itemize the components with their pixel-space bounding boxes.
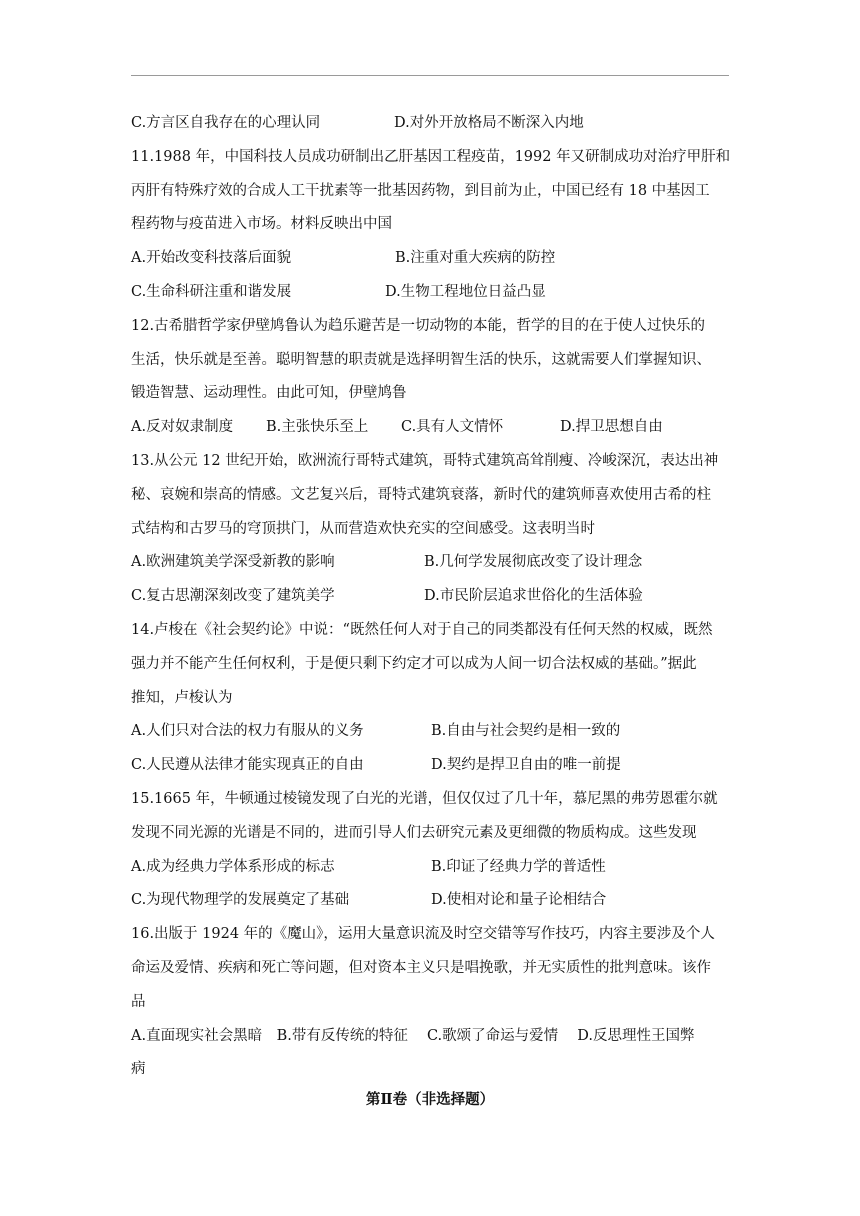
q14-option-c[interactable]: C.人民遵从法律才能实现真正的自由 <box>131 757 364 774</box>
q13-stem-line: 13.从公元 12 世纪开始，欧洲流行哥特式建筑，哥特式建筑高耸削瘦、冷峻深沉，表达出神 <box>131 452 719 469</box>
q14-options-row-2 <box>131 749 731 783</box>
q14-option-d[interactable]: D.契约是捍卫自由的唯一前提 <box>431 757 621 774</box>
q16-stem-line: 命运及爱情、疾病和死亡等问题，但对资本主义只是唱挽歌，并无实质性的批判意味。该作 <box>131 959 711 976</box>
q14-stem-line: 推知，卢梭认为 <box>131 689 233 706</box>
q11-options-row-2 <box>131 276 731 310</box>
q11-stem-line: 程药物与疫苗进入市场。材料反映出中国 <box>131 216 392 233</box>
q13-option-a[interactable]: A.欧洲建筑美学深受新教的影响 <box>131 554 335 571</box>
q11-option-d[interactable]: D.生物工程地位日益凸显 <box>385 283 546 300</box>
header-rule <box>131 75 729 76</box>
q13-option-b[interactable]: B.几何学发展彻底改变了设计理念 <box>424 554 643 571</box>
q11-stem-line: 11.1988 年，中国科技人员成功研制出乙肝基因工程疫苗，1992 年又研制成功对治疗甲肝和 <box>131 148 731 165</box>
q16-stem-line: 品 <box>131 993 146 1010</box>
question-content <box>131 107 731 1087</box>
q16-options-wrap: 病 <box>131 1061 146 1078</box>
q15-stem-line: 发现不同光源的光谱是不同的，进而引导人们去研究元素及更细微的物质构成。这些发现 <box>131 824 697 841</box>
q15-option-b[interactable]: B.印证了经典力学的普适性 <box>431 858 606 875</box>
q13-options-row-1 <box>131 546 731 580</box>
q15-option-a[interactable]: A.成为经典力学体系形成的标志 <box>131 858 335 875</box>
q12-option-b[interactable]: B.主张快乐至上 <box>266 419 369 436</box>
q10-options-row <box>131 107 731 141</box>
q11-option-a[interactable]: A.开始改变科技落后面貌 <box>131 250 292 267</box>
q15-stem-line: 15.1665 年，牛顿通过棱镜发现了白光的光谱，但仅仅过了几十年，慕尼黑的弗劳恩霍尔就 <box>131 790 718 807</box>
q11-options-row-1 <box>131 242 731 276</box>
q12-option-a[interactable]: A.反对奴隶制度 <box>131 419 234 436</box>
q15-option-d[interactable]: D.使相对论和量子论相结合 <box>431 892 607 909</box>
q15-options-row-2 <box>131 884 731 918</box>
q14-option-a[interactable]: A.人们只对合法的权力有服从的义务 <box>131 723 364 740</box>
q12-stem-line: 生活，快乐就是至善。聪明智慧的职责就是选择明智生活的快乐，这就需要人们掌握知识、 <box>131 351 711 368</box>
q12-options-row <box>131 411 731 445</box>
q13-stem-line: 秘、哀婉和崇高的情感。文艺复兴后，哥特式建筑衰落，新时代的建筑师喜欢使用古希的柱 <box>131 486 711 503</box>
q14-stem-line: 14.卢梭在《社会契约论》中说：“既然任何人对于自己的同类都没有任何天然的权威，既然 <box>131 621 713 638</box>
q12-stem-line: 12.古希腊哲学家伊壁鸠鲁认为趋乐避苦是一切动物的本能，哲学的目的在于使人过快乐的 <box>131 317 706 334</box>
q10-option-d[interactable]: D.对外开放格局不断深入内地 <box>394 115 584 131</box>
q13-stem-line: 式结构和古罗马的穹顶拱门，从而营造欢快充实的空间感受。这表明当时 <box>131 520 595 537</box>
q15-options-row-1 <box>131 851 731 885</box>
q13-option-c[interactable]: C.复古思潮深刻改变了建筑美学 <box>131 588 335 605</box>
q11-stem-line: 丙肝有特殊疗效的合成人工干扰素等一批基因药物，到目前为止，中国已经有 18 中基因工 <box>131 182 710 199</box>
q16-options-row[interactable]: A.直面现实社会黑暗 B.带有反传统的特征 C.歌颂了命运与爱情 D.反思理性王国弊 <box>131 1027 695 1044</box>
q12-option-d[interactable]: D.捍卫思想自由 <box>560 419 663 436</box>
section-title: 第Ⅱ卷（非选择题） <box>365 1091 495 1108</box>
q13-options-row-2 <box>131 580 731 614</box>
q16-stem-line: 16.出版于 1924 年的《魔山》，运用大量意识流及时空交错等写作技巧，内容主要涉及个人 <box>131 926 715 943</box>
q14-options-row-1 <box>131 715 731 749</box>
q11-option-b[interactable]: B.注重对重大疾病的防控 <box>395 250 556 267</box>
q14-option-b[interactable]: B.自由与社会契约是相一致的 <box>431 723 621 740</box>
q10-option-c[interactable]: C.方言区自我存在的心理认同 <box>131 115 321 131</box>
q13-option-d[interactable]: D.市民阶层追求世俗化的生活体验 <box>424 588 643 605</box>
q12-option-c[interactable]: C.具有人文情怀 <box>401 419 504 436</box>
q15-option-c[interactable]: C.为现代物理学的发展奠定了基础 <box>131 892 350 909</box>
q14-stem-line: 强力并不能产生任何权利，于是便只剩下约定才可以成为人间一切合法权威的基础。”据此 <box>131 655 697 672</box>
q11-option-c[interactable]: C.生命科研注重和谐发展 <box>131 283 292 300</box>
q12-stem-line: 锻造智慧、运动理性。由此可知，伊壁鸠鲁 <box>131 385 407 402</box>
